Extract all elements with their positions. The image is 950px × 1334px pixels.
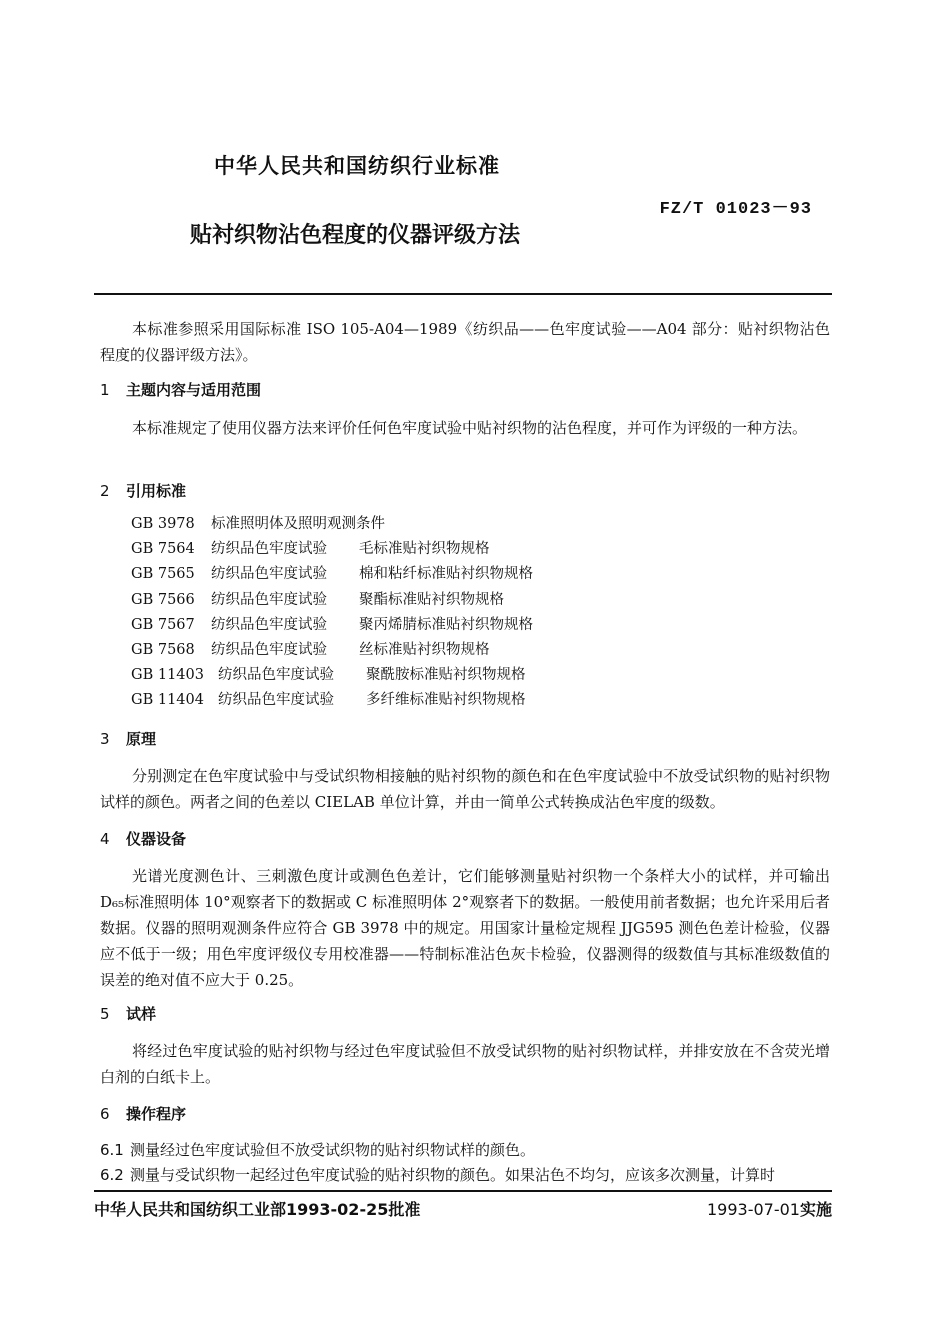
reference-row (131, 512, 533, 537)
ref-code: GB 11403 (131, 667, 204, 684)
section-title: 试样 (126, 1005, 157, 1023)
ref-subtitle: 丝标准贴衬织物规格 (359, 641, 490, 658)
procedure-item (100, 1138, 830, 1162)
ref-title: 纺织品色牢度试验 (211, 566, 327, 583)
ref-title: 纺织品色牢度试验 (218, 692, 334, 709)
ref-code: GB 3978 (131, 516, 195, 532)
ref-title: 纺织品色牢度试验 (211, 591, 327, 608)
section-number: 3 (100, 730, 110, 748)
ref-code: GB 7564 (131, 541, 195, 558)
ref-subtitle: 棉和粘纤标准贴衬织物规格 (359, 566, 533, 583)
section-3-text: 分别测定在色牢度试验中与受试织物相接触的贴衬织物的颜色和在色牢度试验中不放受试织物的贴衬织物试样的颜色。两者之间的色差以 CIELAB 单位计算，并由一简单公式转换成沾色牢度的级数。 (100, 767, 830, 811)
ref-subtitle: 毛标准贴衬织物规格 (359, 541, 490, 558)
section-number: 4 (100, 830, 110, 848)
org-title: 中华人民共和国纺织行业标准 (214, 154, 500, 178)
reference-row (131, 638, 533, 663)
section-4-text: 光谱光度测色计、三刺激色度计或测色色差计，它们能够测量贴衬织物一个条样大小的试样，并可输出 D₆₅标准照明体 10°观察者下的数据或 C 标准照明体 2°观察者下的数据。一般使用前者数据；也允许采用后者数据。仪器的照明观测条件应符合 GB 3978 中的规定。用国家计量检定规程 JJG595 测色色差计检验，仪器应不低于一级；用色牢度评级仪专用校准器——特制标准沾色灰卡检验，仪器测得的级数值与其标准级数值的误差的绝对值不应大于 0.25。 (100, 867, 830, 989)
ref-code: GB 7565 (131, 566, 195, 583)
ref-subtitle: 聚酰胺标准贴衬织物规格 (366, 667, 526, 684)
bottom-divider (94, 1190, 832, 1192)
issuing-authority: 中华人民共和国纺织工业部1993-02-25批准 (94, 1200, 421, 1219)
section-title: 引用标准 (126, 482, 187, 500)
ref-title: 标准照明体及照明观测条件 (211, 516, 385, 532)
reference-row (131, 613, 533, 638)
section-4-heading (100, 828, 186, 849)
section-number: 1 (100, 381, 110, 399)
ref-subtitle: 多纤维标准贴衬织物规格 (366, 692, 526, 709)
section-6-heading (100, 1103, 186, 1124)
reference-row (131, 688, 533, 713)
ref-subtitle: 聚丙烯腈标准贴衬织物规格 (359, 616, 533, 633)
section-number: 6 (100, 1105, 110, 1123)
section-1-text: 本标准规定了使用仪器方法来评价任何色牢度试验中贴衬织物的沾色程度，并可作为评级的一种方法。 (132, 419, 808, 437)
effective-label: 实施 (799, 1200, 832, 1219)
item-number: 6.1 (100, 1141, 124, 1159)
standard-code: FZ/T 01023－93 (659, 200, 812, 219)
ref-title: 纺织品色牢度试验 (211, 616, 327, 633)
reference-list (131, 512, 533, 714)
ref-title: 纺织品色牢度试验 (211, 541, 327, 558)
section-5-heading (100, 1003, 156, 1024)
ref-subtitle: 聚酯标准贴衬织物规格 (359, 591, 504, 608)
top-divider (94, 293, 832, 295)
section-2-heading (100, 480, 186, 501)
intro-paragraph: 本标准参照采用国际标准 ISO 105-A04—1989《纺织品——色牢度试验——A04 部分：贴衬织物沾色程度的仪器评级方法》。 (100, 320, 830, 364)
item-text: 测量与受试织物一起经过色牢度试验的贴衬织物的颜色。如果沾色不均匀，应该多次测量，计算时 (130, 1166, 776, 1184)
section-title: 主题内容与适用范围 (126, 381, 262, 399)
section-number: 5 (100, 1005, 110, 1023)
section-number: 2 (100, 482, 110, 500)
reference-row (131, 663, 533, 688)
ref-code: GB 7568 (131, 641, 195, 658)
ref-code: GB 7567 (131, 616, 195, 633)
item-text: 测量经过色牢度试验但不放受试织物的贴衬织物试样的颜色。 (130, 1141, 536, 1159)
ref-title: 纺织品色牢度试验 (211, 641, 327, 658)
reference-row (131, 588, 533, 613)
section-title: 操作程序 (126, 1105, 187, 1123)
reference-row (131, 537, 533, 562)
section-3-heading (100, 728, 156, 749)
effective-date (707, 1197, 832, 1220)
item-number: 6.2 (100, 1166, 124, 1184)
effective-date-value: 1993-07-01 (707, 1200, 800, 1219)
ref-title: 纺织品色牢度试验 (218, 667, 334, 684)
ref-code: GB 7566 (131, 591, 195, 608)
section-title: 仪器设备 (126, 830, 187, 848)
section-title: 原理 (126, 730, 157, 748)
document-title: 贴衬织物沾色程度的仪器评级方法 (190, 223, 521, 248)
procedure-item (100, 1163, 830, 1187)
section-1-heading (100, 379, 261, 400)
reference-row (131, 562, 533, 587)
ref-code: GB 11404 (131, 692, 204, 709)
section-5-text: 将经过色牢度试验的贴衬织物与经过色牢度试验但不放受试织物的贴衬织物试样，并排安放在不含荧光增白剂的白纸卡上。 (100, 1042, 830, 1086)
